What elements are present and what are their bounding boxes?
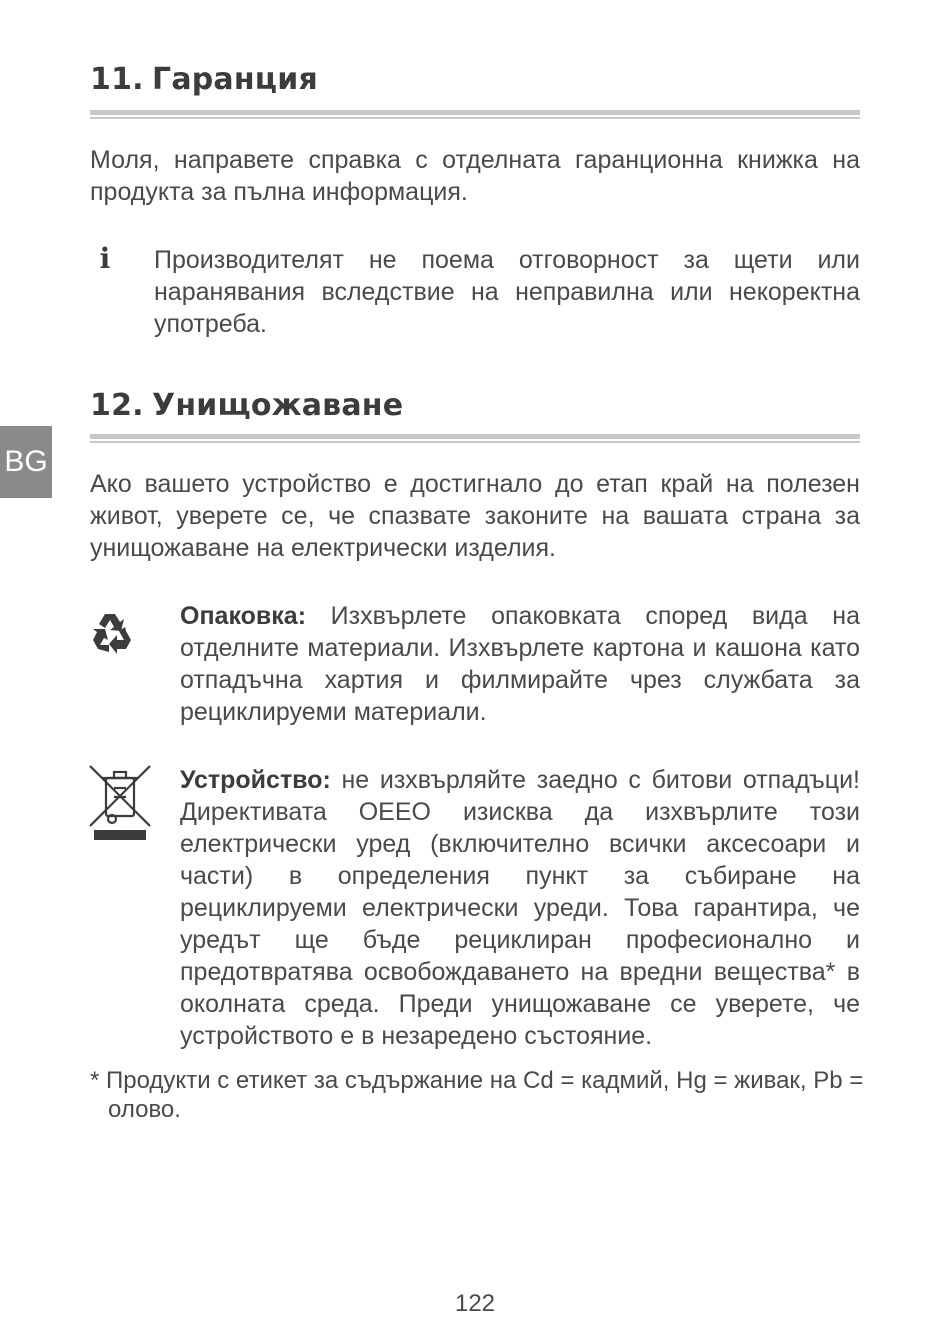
section-heading-disposal bbox=[90, 388, 860, 423]
section-number: 12. bbox=[90, 388, 144, 423]
language-tab-label: BG bbox=[4, 445, 48, 478]
packaging-label: Опаковка: bbox=[180, 602, 307, 630]
section-heading-warranty bbox=[90, 62, 860, 97]
language-tab bbox=[0, 426, 52, 498]
device-label: Устройство: bbox=[180, 766, 331, 794]
liability-note: Производителят не поема отговорност за щети или наранявания вследствие на неправилна или некоректна употреба. bbox=[154, 246, 860, 338]
recycle-icon bbox=[88, 610, 136, 656]
heading-divider bbox=[90, 110, 860, 119]
page-number: 122 bbox=[454, 1290, 496, 1317]
section-title: Унищожаване bbox=[152, 388, 404, 423]
footnote: * Продукти с етикет за съдържание на Cd = кадмий, Hg = живак, Pb = олово. bbox=[90, 1067, 864, 1123]
section-title: Гаранция bbox=[152, 62, 318, 97]
info-icon: i bbox=[99, 242, 111, 275]
device-text: не изхвърляйте заедно с битови отпадъци! Директивата ОЕЕО изисква да изхвърлите този електрически уред (включително всички аксесоари и части) в определения пункт за събиране на рециклируеми електрически уреди. Това гарантира, че уредът ще бъде рециклиран професионално и предотвратява освобождаването на вредни вещества* в околната среда. Преди унищожаване се уверете, че устройството е в незаредено състояние. bbox=[180, 766, 860, 1050]
disposal-paragraph: Ако вашето устройство е достигнало до етап край на полезен живот, уверете се, че спазвате законите на вашата страна за унищожаване на електрически изделия. bbox=[90, 470, 860, 562]
packaging-paragraph bbox=[180, 600, 860, 728]
packaging-text: Изхвърлете опаковката според вида на отделните материали. Изхвърлете картона и кашона като отпадъчна хартия и филмирайте чрез службата за рециклируеми материали. bbox=[180, 602, 860, 726]
heading-divider bbox=[90, 434, 860, 443]
device-paragraph bbox=[180, 764, 860, 1052]
warranty-paragraph: Моля, направете справка с отделната гаранционна книжка на продукта за пълна информация. bbox=[90, 146, 860, 206]
section-number: 11. bbox=[90, 62, 144, 97]
weee-crossed-bin-icon bbox=[88, 764, 152, 842]
